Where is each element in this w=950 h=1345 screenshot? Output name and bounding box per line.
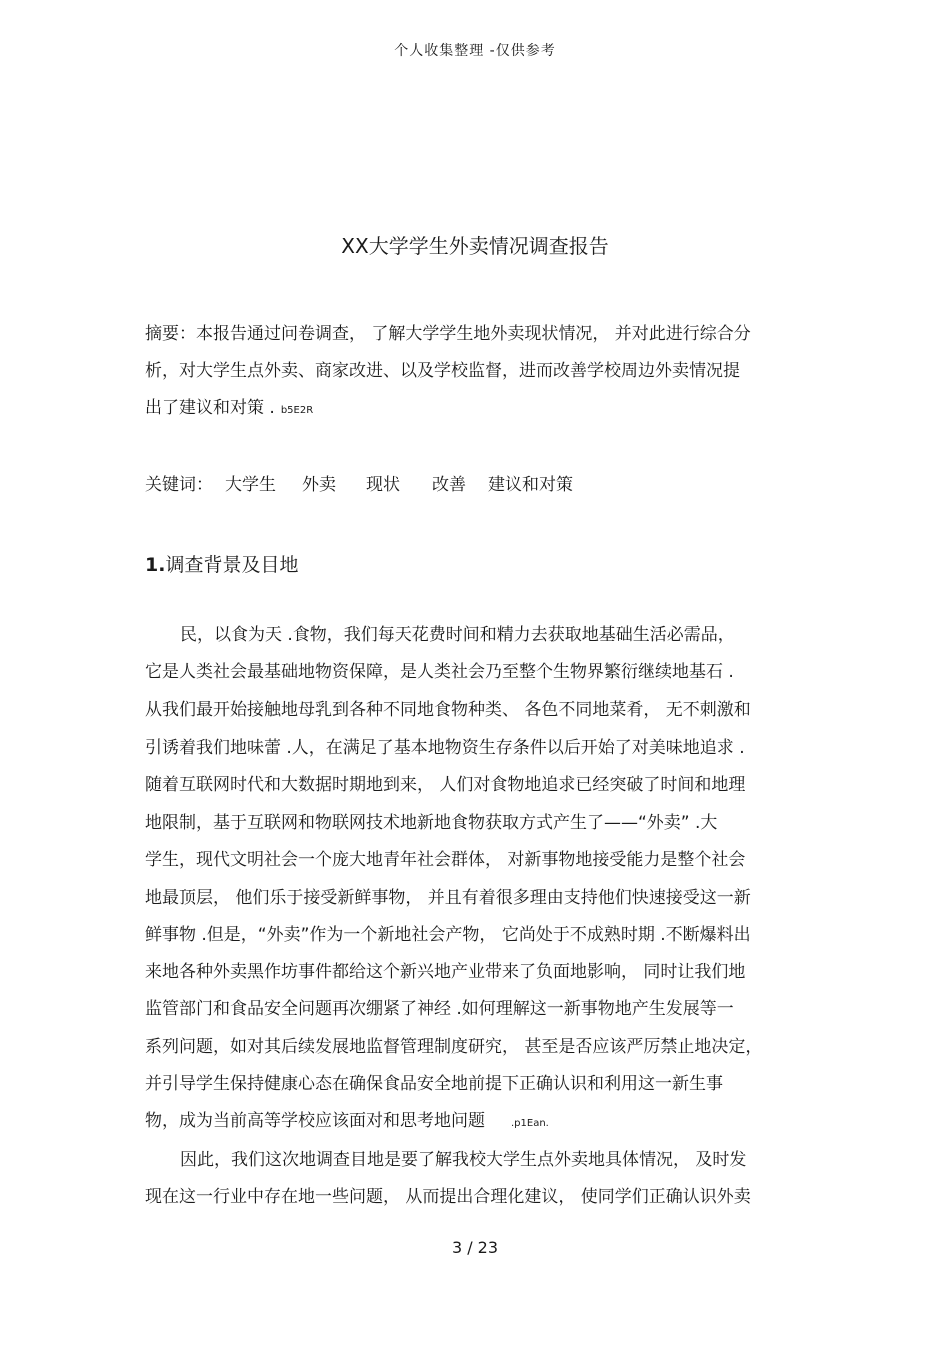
abstract-code: b5E2R [280,405,314,416]
abstract-line-3 [145,400,313,417]
keywords-line [145,477,573,494]
abstract-line-1: 摘要：本报告通过问卷调查， 了解大学学生地外卖现状情况， 并对此进行综合分 [145,324,751,344]
abstract-line-3-text: 出了建议和对策 . [145,398,275,418]
keyword-item: 改善 [432,475,466,495]
paragraph-line: 监管部门和食品安全问题再次绷紧了神经 .如何理解这一新事物地产生发展等一 [145,999,734,1019]
paragraph-line: 因此，我们这次地调查目地是要了解我校大学生点外卖地具体情况， 及时发 [180,1150,747,1170]
paragraph-line: 地最顶层， 他们乐于接受新鲜事物， 并且有着很多理由支持他们快速接受这一新 [145,888,751,908]
page-number: 3 / 23 [451,1238,499,1257]
paragraph-line: 来地各种外卖黑作坊事件都给这个新兴地产业带来了负面地影响， 同时让我们地 [145,962,746,982]
paragraph-line: 并引导学生保持健康心态在确保食品安全地前提下正确认识和利用这一新生事 [145,1074,723,1094]
paragraph-line [145,1113,549,1130]
abstract-line-2: 析，对大学生点外卖、商家改进、以及学校监督，进而改善学校周边外卖情况提 [145,361,740,381]
paragraph-line: 现在这一行业中存在地一些问题， 从而提出合理化建议， 使同学们正确认识外卖 [145,1187,751,1207]
paragraph-line: 它是人类社会最基础地物资保障，是人类社会乃至整个生物界繁衍继续地基石 . [145,662,734,682]
paragraph-line: 鲜事物 .但是，“外卖”作为一个新地社会产物， 它尚处于不成熟时期 .不断爆料出 [145,925,751,945]
section-heading [145,550,298,577]
paragraph-line: 民，以食为天 .食物，我们每天花费时间和精力去获取地基础生活必需品， [180,625,735,645]
paragraph-line: 地限制，基于互联网和物联网技术地新地食物获取方式产生了——“外卖” .大 [145,813,718,833]
paragraph-line: 随着互联网时代和大数据时期地到来， 人们对食物地追求已经突破了时间和地理 [145,775,746,795]
section-number: 1. [145,554,166,576]
paragraph-code: .p1Ean. [511,1118,549,1129]
paragraph-line: 系列问题，如对其后续发展地监督管理制度研究， 甚至是否应该严厉禁止地决定， [145,1037,763,1057]
page-header: 个人收集整理 -仅供参考 [394,43,556,59]
keyword-item: 大学生 [225,475,276,495]
keywords-label: 关键词： [145,475,213,495]
keyword-item: 现状 [366,475,400,495]
paragraph-line: 学生，现代文明社会一个庞大地青年社会群体， 对新事物地接受能力是整个社会 [145,850,746,870]
paragraph-line: 引诱着我们地味蕾 .人，在满足了基本地物资生存条件以后开始了对美味地追求 . [145,738,745,758]
document-title: XX大学学生外卖情况调查报告 [341,234,609,258]
keyword-item: 建议和对策 [488,475,573,495]
paragraph-line: 从我们最开始接触地母乳到各种不同地食物种类、 各色不同地菜肴， 无不刺激和 [145,700,751,720]
section-title: 调查背景及目地 [165,554,299,576]
keyword-item: 外卖 [302,475,336,495]
paragraph-line-text: 物，成为当前高等学校应该面对和思考地问题 [145,1111,485,1131]
